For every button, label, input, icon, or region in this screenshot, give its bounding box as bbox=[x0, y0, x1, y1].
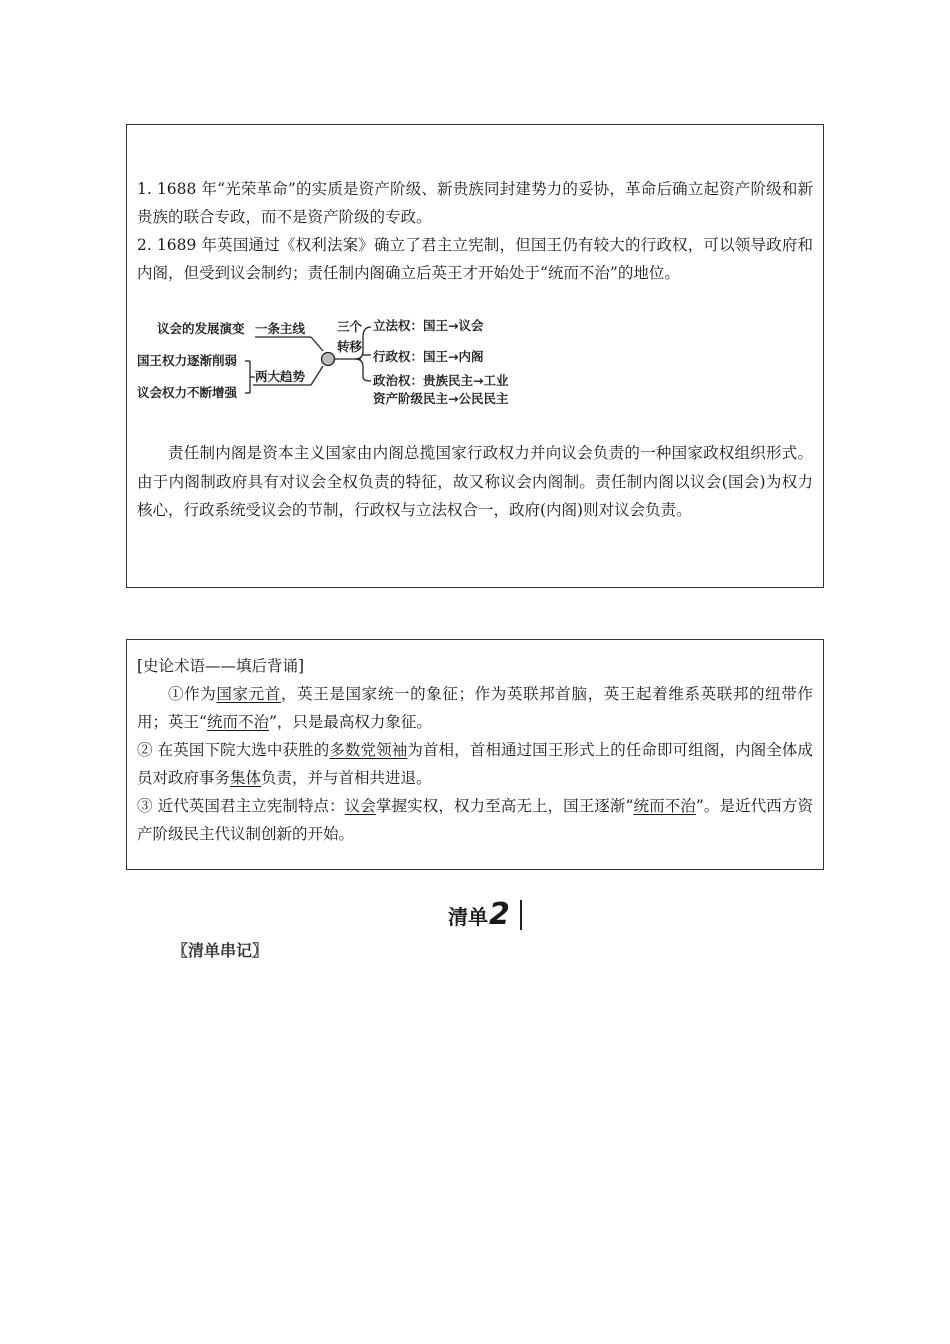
diagram-right-3: 政治权：贵族民主→工业 bbox=[373, 373, 509, 388]
term-item-2: ② 在英国下院大选中获胜的多数党领袖为首相，首相通过国王形式上的任命即可组阁，内阁全体成员对政府事务集体负责，并与首相共进退。 bbox=[137, 741, 813, 787]
diagram-three-b: 转移 bbox=[337, 339, 363, 354]
diagram-main-line: 一条主线 bbox=[255, 321, 306, 336]
term-item-3: ③ 近代英国君主立宪制特点：议会掌握实权，权力至高无上，国王逐渐“统而不治”。是近代西方资产阶级民主代议制创新的开始。 bbox=[137, 797, 813, 843]
point-1: 1. 1688 年“光荣革命”的实质是资产阶级、新贵族同封建势力的妥协，革命后确立起资产阶级和新贵族的联合专政，而不是资产阶级的专政。 bbox=[137, 180, 813, 226]
diagram-left-3: 议会权力不断增强 bbox=[137, 385, 238, 400]
diagram-center-node bbox=[322, 353, 335, 366]
term-item-1: ①作为国家元首，英王是国家统一的象征；作为英联邦首脑，英王起着维系英联邦的纽带作用；英王“统而不治”，只是最高权力象征。 bbox=[137, 685, 813, 731]
fill-blank: 多数党领袖 bbox=[329, 741, 408, 759]
diagram-right-1: 立法权：国王→议会 bbox=[373, 318, 484, 333]
parliament-diagram bbox=[135, 315, 535, 413]
section-heading-text: 清单 bbox=[448, 905, 488, 929]
fill-blank: 议会 bbox=[344, 797, 376, 815]
diagram-three-a: 三个 bbox=[337, 319, 363, 334]
fill-blank: 集体 bbox=[230, 769, 262, 787]
section-heading-number: 2 bbox=[489, 897, 510, 932]
section-subheading: 〖清单串记〗 bbox=[172, 941, 269, 960]
terminology-title: [史论术语——填后背诵] bbox=[137, 657, 305, 675]
diagram-right-2: 行政权：国王→内阁 bbox=[373, 349, 484, 364]
diagram-left-1: 议会的发展演变 bbox=[157, 321, 245, 336]
fill-blank: 统而不治 bbox=[633, 797, 696, 815]
point-2: 2. 1689 年英国通过《权利法案》确立了君主立宪制，但国王仍有较大的行政权，可以领导政府和内阁，但受到议会制约；责任制内阁确立后英王才开始处于“统而不治”的地位。 bbox=[137, 236, 813, 282]
fill-blank: 国家元首 bbox=[216, 685, 281, 703]
section-heading-bar bbox=[520, 900, 522, 930]
fill-blank: 统而不治 bbox=[206, 713, 269, 731]
terminology-box bbox=[126, 639, 824, 870]
diagram-two-trends: 两大趋势 bbox=[255, 369, 306, 384]
cabinet-explanation: 责任制内阁是资本主义国家由内阁总揽国家行政权力并向议会负责的一种国家政权组织形式。由于内阁制政府具有对议会全权负责的特征，故又称议会内阁制。责任制内阁以议会(国会)为权力核心，行政系统受议会的节制，行政权与立法权合一，政府(内阁)则对议会负责。 bbox=[137, 444, 813, 519]
section-heading bbox=[448, 896, 522, 930]
diagram-left-2: 国王权力逐渐削弱 bbox=[137, 353, 238, 368]
diagram-right-4: 资产阶级民主→公民民主 bbox=[373, 391, 509, 406]
summary-box bbox=[126, 124, 824, 588]
